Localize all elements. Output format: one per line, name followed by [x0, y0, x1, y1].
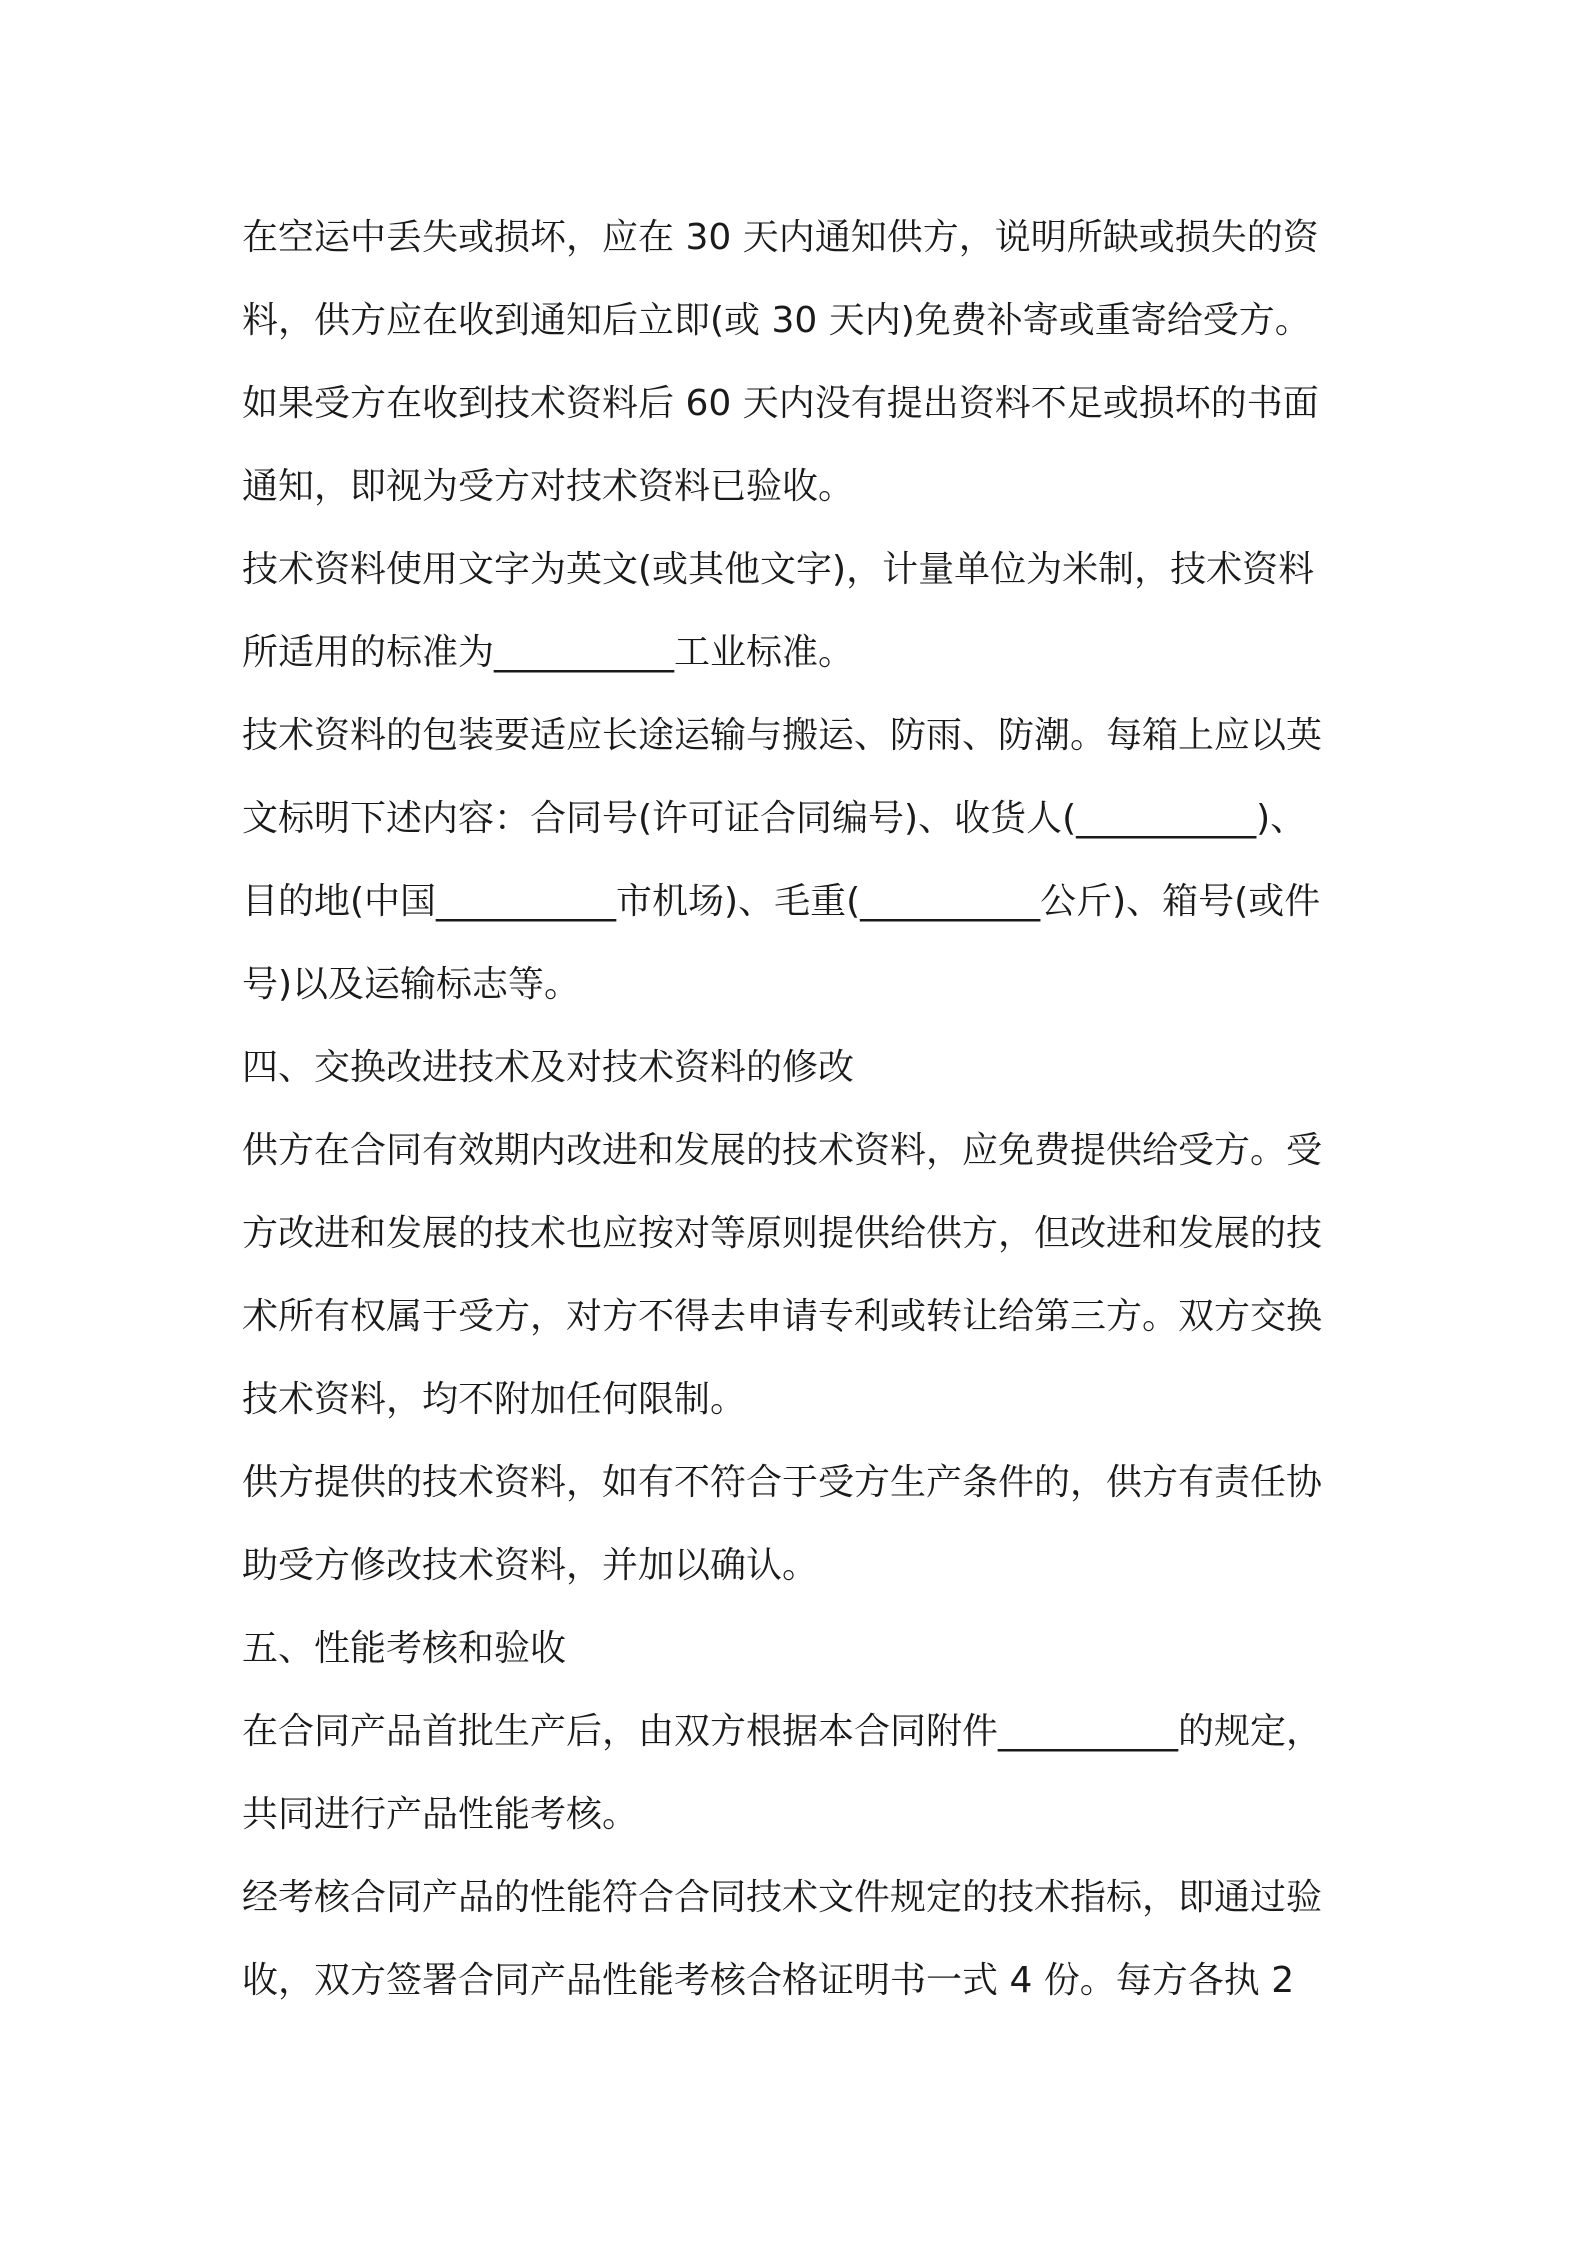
body-text-line: 通知，即视为受方对技术资料已验收。 — [242, 466, 855, 507]
body-text-line: 技术资料，均不附加任何限制。 — [242, 1379, 747, 1420]
body-text-line: 供方在合同有效期内改进和发展的技术资料，应免费提供给受方。受 — [242, 1130, 1323, 1171]
body-text-line: 术所有权属于受方，对方不得去申请专利或转让给第三方。双方交换 — [242, 1296, 1323, 1337]
document-body — [242, 196, 1352, 2022]
body-text-line: 供方提供的技术资料，如有不符合于受方生产条件的，供方有责任协 — [242, 1462, 1323, 1503]
body-text-line: 技术资料的包装要适应长途运输与搬运、防雨、防潮。每箱上应以英 — [242, 715, 1323, 756]
body-text-line: 方改进和发展的技术也应按对等原则提供给供方，但改进和发展的技 — [242, 1213, 1323, 1254]
body-text-line: 在合同产品首批生产后，由双方根据本合同附件__________的规定， — [242, 1711, 1323, 1752]
section-heading: 四、交换改进技术及对技术资料的修改 — [242, 1047, 855, 1088]
section-heading: 五、性能考核和验收 — [242, 1628, 567, 1669]
body-text-line: 料，供方应在收到通知后立即(或 30 天内)免费补寄或重寄给受方。 — [242, 300, 1311, 341]
body-text-line: 文标明下述内容：合同号(许可证合同编号)、收货人(__________)、 — [242, 798, 1307, 839]
body-text-line: 号)以及运输标志等。 — [242, 964, 581, 1005]
body-text-line: 在空运中丢失或损坏，应在 30 天内通知供方，说明所缺或损失的资 — [242, 217, 1319, 258]
body-text-line: 共同进行产品性能考核。 — [242, 1794, 639, 1835]
body-text-line: 技术资料使用文字为英文(或其他文字)，计量单位为米制，技术资料 — [242, 549, 1315, 590]
body-text-line: 经考核合同产品的性能符合合同技术文件规定的技术指标，即通过验 — [242, 1877, 1323, 1918]
body-text-line: 所适用的标准为__________工业标准。 — [242, 632, 855, 673]
body-text-line: 助受方修改技术资料，并加以确认。 — [242, 1545, 819, 1586]
body-text-line: 收，双方签署合同产品性能考核合格证明书一式 4 份。每方各执 2 — [242, 1960, 1295, 2001]
body-text-line: 如果受方在收到技术资料后 60 天内没有提出资料不足或损坏的书面 — [242, 383, 1319, 424]
body-text-line: 目的地(中国__________市机场)、毛重(__________公斤)、箱号(或件 — [242, 881, 1321, 922]
